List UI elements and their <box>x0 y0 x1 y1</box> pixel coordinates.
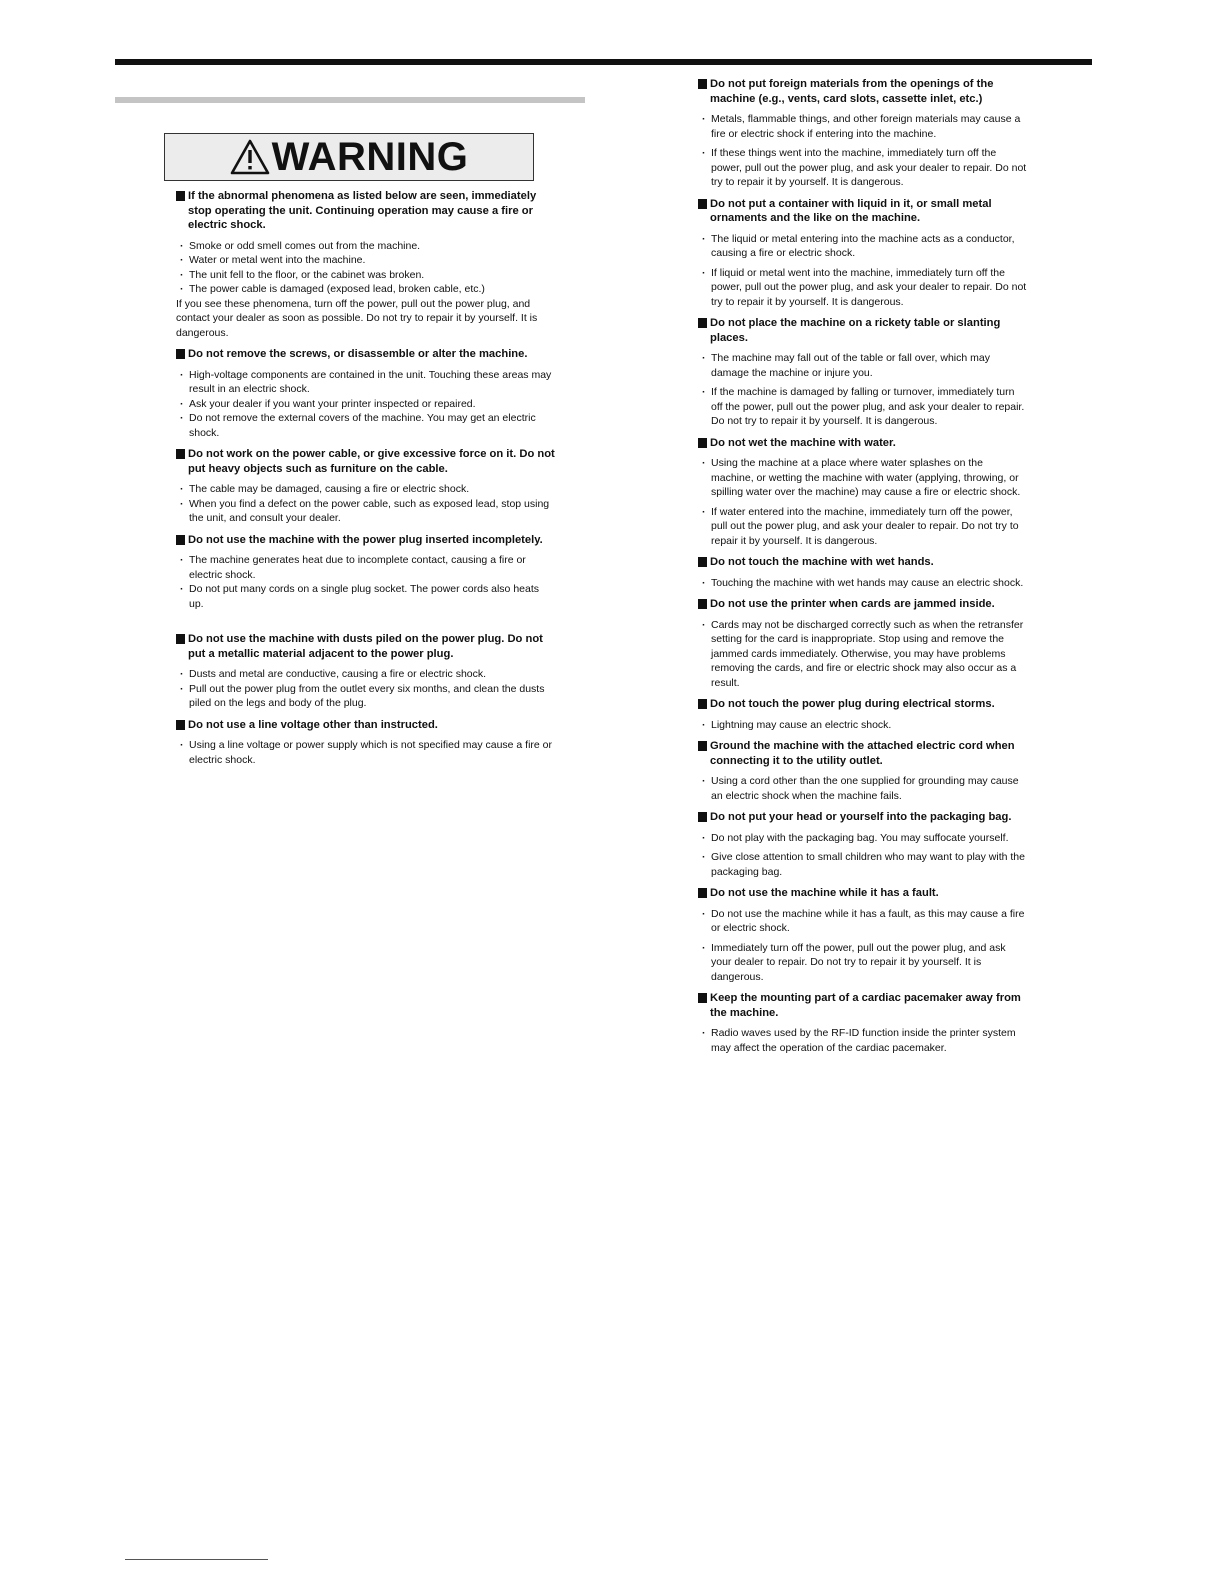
section-heading: Do not place the machine on a rickety table or slanting places. <box>698 316 1028 345</box>
warning-section <box>176 533 556 612</box>
section-heading: Do not use the machine with dusts piled on the power plug. Do not put a metallic material adjacent to the power plug. <box>176 632 556 661</box>
bullet-item: · Give close attention to small children who may want to play with the packaging bag. <box>698 850 1028 879</box>
warning-section <box>698 555 1028 590</box>
section-heading: Keep the mounting part of a cardiac pacemaker away from the machine. <box>698 991 1028 1020</box>
bullet-item: · Using a cord other than the one supplied for grounding may cause an electric shock when the machine fails. <box>698 774 1028 803</box>
warning-title: WARNING <box>271 135 469 179</box>
section-heading: If the abnormal phenomena as listed below are seen, immediately stop operating the unit. Continuing operation may cause a fire or electric shock. <box>176 189 556 233</box>
bullet-item: · Cards may not be discharged correctly such as when the retransfer setting for the card is inappropriate. Stop using and remove the jammed cards immediately. Otherwise, you may have problems removing the cards, and fire or electric shock may also occur as a result. <box>698 618 1028 691</box>
section-heading: Do not work on the power cable, or give excessive force on it. Do not put heavy objects such as furniture on the cable. <box>176 447 556 476</box>
bullet-item: · Ask your dealer if you want your printer inspected or repaired. <box>176 397 556 412</box>
bullet-item: · The machine generates heat due to incomplete contact, causing a fire or electric shock. <box>176 553 556 582</box>
section-note: If you see these phenomena, turn off the power, pull out the power plug, and contact your dealer as soon as possible. Do not try to repair it by yourself. It is dangerous. <box>176 297 538 339</box>
warning-section <box>698 436 1028 549</box>
left-column <box>176 189 556 774</box>
section-heading: Do not put your head or yourself into the packaging bag. <box>698 810 1028 825</box>
section-heading: Do not wet the machine with water. <box>698 436 1028 451</box>
header-rule <box>115 59 1092 65</box>
warning-section <box>698 697 1028 732</box>
bullet-item: · If water entered into the machine, immediately turn off the power, pull out the power plug, and ask your dealer to repair. Do not try to repair it by yourself. It is dangerous. <box>698 505 1028 549</box>
section-heading: Do not touch the power plug during electrical storms. <box>698 697 1028 712</box>
section-heading: Do not put foreign materials from the openings of the machine (e.g., vents, card slots, cassette inlet, etc.) <box>698 77 1028 106</box>
bullet-item: · The machine may fall out of the table or fall over, which may damage the machine or injure you. <box>698 351 1028 380</box>
warning-section <box>698 739 1028 803</box>
bullet-item: · High-voltage components are contained in the unit. Touching these areas may result in an electric shock. <box>176 368 556 397</box>
bullet-item: · Touching the machine with wet hands may cause an electric shock. <box>698 576 1028 591</box>
bullet-item: · Do not play with the packaging bag. You may suffocate yourself. <box>698 831 1028 846</box>
warning-section <box>698 991 1028 1055</box>
bullet-item: · The cable may be damaged, causing a fire or electric shock. <box>176 482 556 497</box>
section-divider <box>115 97 585 103</box>
footer-link-rule <box>125 1559 268 1560</box>
warning-section <box>698 77 1028 190</box>
section-heading: Do not touch the machine with wet hands. <box>698 555 1028 570</box>
warning-section <box>176 632 556 711</box>
warning-section <box>698 597 1028 690</box>
bullet-item: · Do not remove the external covers of the machine. You may get an electric shock. <box>176 411 556 440</box>
bullet-item: · The unit fell to the floor, or the cabinet was broken. <box>176 268 556 283</box>
warning-section <box>176 718 556 768</box>
section-heading: Do not use the printer when cards are jammed inside. <box>698 597 1028 612</box>
bullet-item: · Using a line voltage or power supply which is not specified may cause a fire or electric shock. <box>176 738 556 767</box>
bullet-item: · The liquid or metal entering into the machine acts as a conductor, causing a fire or electric shock. <box>698 232 1028 261</box>
warning-section <box>698 197 1028 310</box>
bullet-item: · Using the machine at a place where water splashes on the machine, or wetting the machine with water (applying, throwing, or spilling water over the machine) may cause a fire or electric shock. <box>698 456 1028 500</box>
bullet-item: · Metals, flammable things, and other foreign materials may cause a fire or electric shock if entering into the machine. <box>698 112 1028 141</box>
bullet-item: · When you find a defect on the power cable, such as exposed lead, stop using the unit, and consult your dealer. <box>176 497 556 526</box>
warning-section <box>176 189 556 340</box>
bullet-item: · Radio waves used by the RF-ID function inside the printer system may affect the operation of the cardiac pacemaker. <box>698 1026 1028 1055</box>
bullet-item: · If the machine is damaged by falling or turnover, immediately turn off the power, pull out the power plug, and ask your dealer to repair. Do not try to repair it by yourself. It is dangerous. <box>698 385 1028 429</box>
warning-section <box>698 316 1028 429</box>
bullet-item: · If liquid or metal went into the machine, immediately turn off the power, pull out the power plug, and ask your dealer to repair. Do not try to repair it by yourself. It is dangerous. <box>698 266 1028 310</box>
right-column <box>698 77 1028 1062</box>
section-heading: Ground the machine with the attached electric cord when connecting it to the utility outlet. <box>698 739 1028 768</box>
bullet-item: · Dusts and metal are conductive, causing a fire or electric shock. <box>176 667 556 682</box>
section-heading: Do not put a container with liquid in it, or small metal ornaments and the like on the machine. <box>698 197 1028 226</box>
warning-section <box>176 447 556 526</box>
bullet-item: · Do not put many cords on a single plug socket. The power cords also heats up. <box>176 582 556 611</box>
bullet-item: · If these things went into the machine, immediately turn off the power, pull out the power plug, and ask your dealer to repair. Do not try to repair it by yourself. It is dangerous. <box>698 146 1028 190</box>
spacer <box>176 618 556 632</box>
bullet-item: · Pull out the power plug from the outlet every six months, and clean the dusts piled on the legs and body of the plug. <box>176 682 556 711</box>
bullet-item: · Do not use the machine while it has a fault, as this may cause a fire or electric shock. <box>698 907 1028 936</box>
section-heading: Do not use the machine while it has a fault. <box>698 886 1028 901</box>
bullet-item: · The power cable is damaged (exposed lead, broken cable, etc.) <box>176 282 556 297</box>
bullet-item: · Smoke or odd smell comes out from the machine. <box>176 239 556 254</box>
warning-banner <box>164 133 534 181</box>
section-heading: Do not remove the screws, or disassemble or alter the machine. <box>176 347 556 362</box>
bullet-item: · Immediately turn off the power, pull out the power plug, and ask your dealer to repair. Do not try to repair it by yourself. It is dangerous. <box>698 941 1028 985</box>
bullet-item: · Water or metal went into the machine. <box>176 253 556 268</box>
warning-triangle-icon <box>230 139 270 175</box>
warning-section <box>176 347 556 440</box>
bullet-item: · Lightning may cause an electric shock. <box>698 718 1028 733</box>
section-heading: Do not use a line voltage other than instructed. <box>176 718 556 733</box>
warning-section <box>698 810 1028 879</box>
warning-section <box>698 886 1028 984</box>
section-heading: Do not use the machine with the power plug inserted incompletely. <box>176 533 556 548</box>
